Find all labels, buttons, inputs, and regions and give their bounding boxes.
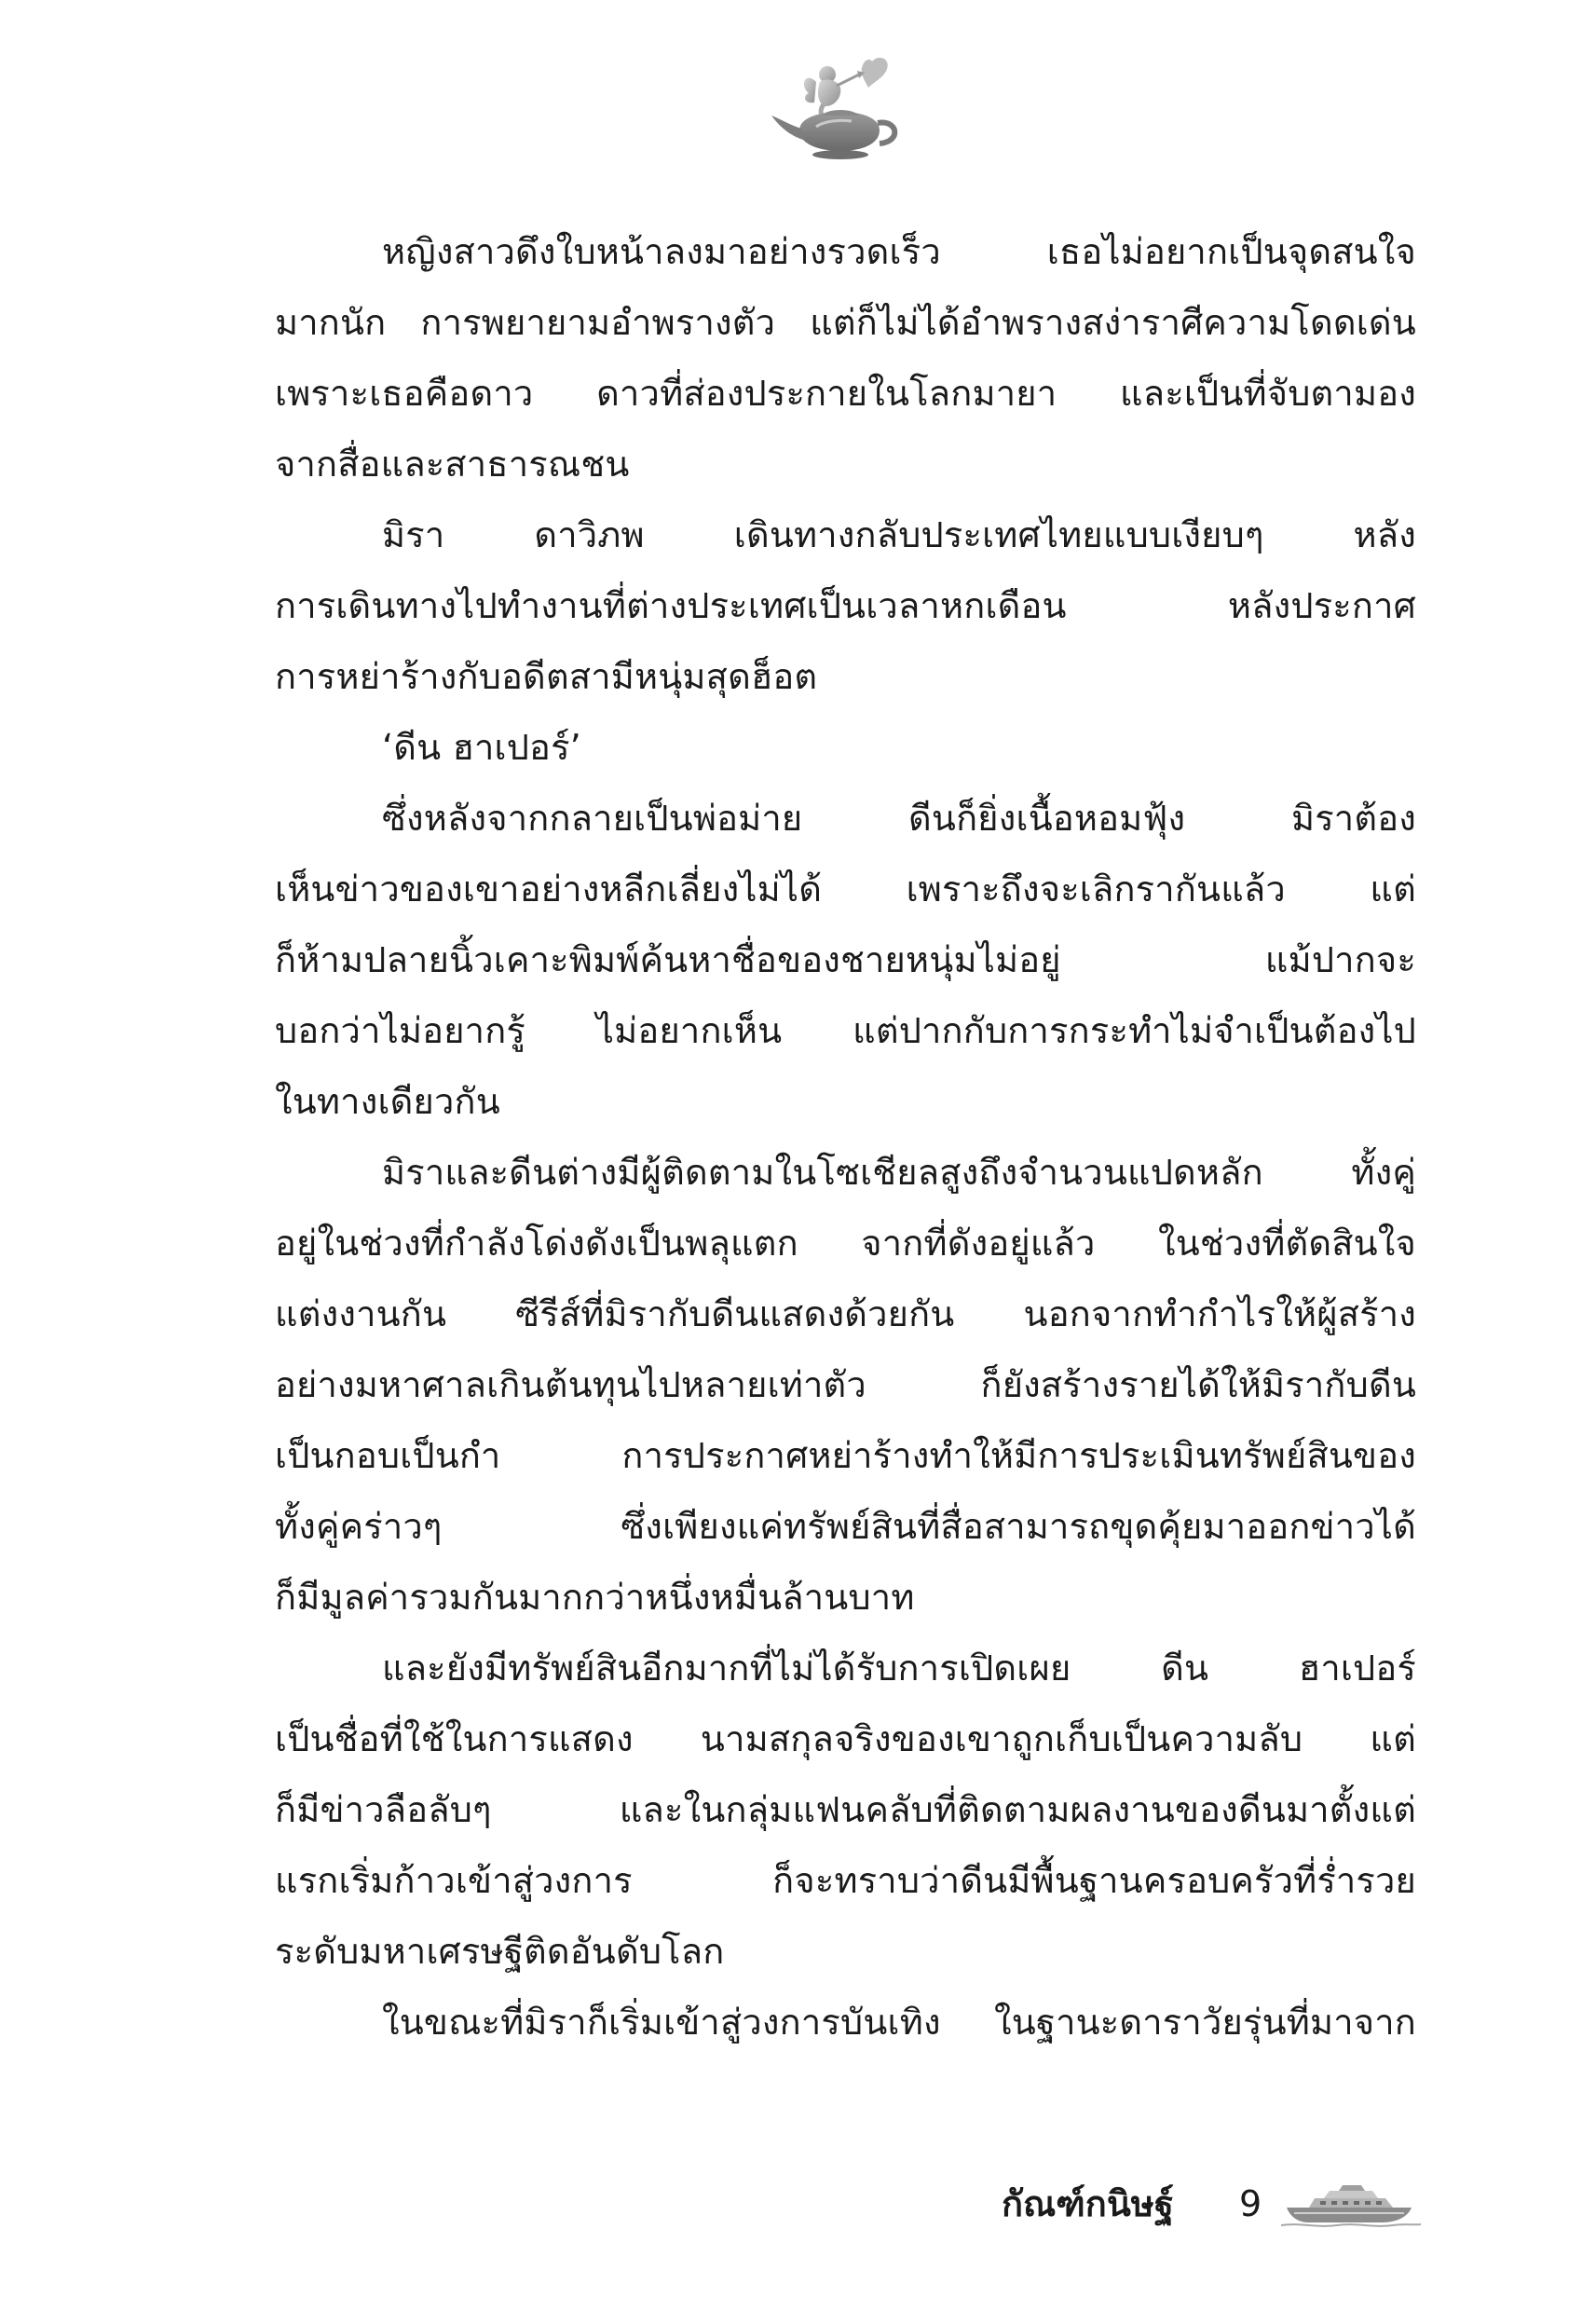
text-line: มิราและดีนต่างมีผู้ติดตามในโซเชียลสูงถึงจำนวนแปดหลัก ทั้งคู่ — [382, 1152, 1416, 1193]
text-line: ซึ่งหลังจากกลายเป็นพ่อม่าย ดีนก็ยิ่งเนื้อหอมฟุ้ง มิราต้อง — [382, 798, 1416, 839]
text-line: แต่งงานกัน ซีรีส์ที่มิรากับดีนแสดงด้วยกัน นอกจากทำกำไรให้ผู้สร้าง — [275, 1293, 1416, 1334]
text-line: เห็นข่าวของเขาอย่างหลีกเลี่ยงไม่ได้ เพราะถึงจะเลิกรากันแล้ว แต่ — [275, 868, 1416, 909]
text-line: มิรา ดาวิภพ เดินทางกลับประเทศไทยแบบเงียบๆ หลัง — [382, 514, 1416, 555]
text-line: หญิงสาวดึงใบหน้าลงมาอย่างรวดเร็ว เธอไม่อยากเป็นจุดสนใจ — [382, 231, 1416, 272]
page-number: 9 — [1239, 2183, 1262, 2224]
text-line: ก็มีมูลค่ารวมกันมากกว่าหนึ่งหมื่นล้านบาท — [275, 1577, 915, 1618]
text-line: จากสื่อและสาธารณชน — [275, 444, 630, 485]
text-line: เพราะเธอคือดาว ดาวที่ส่องประกายในโลกมายา และเป็นที่จับตามอง — [275, 373, 1416, 414]
text-line: เป็นชื่อที่ใช้ในการแสดง นามสกุลจริงของเขาถูกเก็บเป็นความลับ แต่ — [275, 1718, 1416, 1759]
text-line: บอกว่าไม่อยากรู้ ไม่อยากเห็น แต่ปากกับการกระทำไม่จำเป็นต้องไป — [275, 1010, 1416, 1051]
text-line: ทั้งคู่คร่าวๆ ซึ่งเพียงแค่ทรัพย์สินที่สื่อสามารถขุดคุ้ยมาออกข่าวได้ — [275, 1506, 1416, 1547]
text-line: เป็นกอบเป็นกำ การประกาศหย่าร้างทำให้มีการประเมินทรัพย์สินของ — [275, 1435, 1416, 1476]
text-line: การเดินทางไปทำงานที่ต่างประเทศเป็นเวลาหกเดือน หลังประกาศ — [275, 585, 1416, 626]
page-footer — [1002, 2176, 1430, 2232]
text-line: ในทางเดียวกัน — [275, 1081, 500, 1122]
text-line: อย่างมหาศาลเกินต้นทุนไปหลายเท่าตัว ก็ยังสร้างรายได้ให้มิรากับดีน — [275, 1364, 1416, 1405]
text-line: ในขณะที่มิราก็เริ่มเข้าสู่วงการบันเทิง ในฐานะดาราวัยรุ่นที่มาจาก — [382, 2002, 1416, 2043]
text-line: ก็มีข่าวลือลับๆ และในกลุ่มแฟนคลับที่ติดตามผลงานของดีนมาตั้งแต่ — [275, 1789, 1416, 1830]
text-line: อยู่ในช่วงที่กำลังโด่งดังเป็นพลุแตก จากที่ดังอยู่แล้ว ในช่วงที่ตัดสินใจ — [275, 1223, 1416, 1264]
text-line: มากนัก การพยายามอำพรางตัว แต่ก็ไม่ได้อำพรางสง่าราศีความโดดเด่น — [275, 302, 1416, 343]
cupid-teapot-emblem-icon — [762, 54, 911, 166]
text-line: แรกเริ่มก้าวเข้าสู่วงการ ก็จะทราบว่าดีนมีพื้นฐานครอบครัวที่ร่ำรวย — [275, 1860, 1416, 1901]
text-line: การหย่าร้างกับอดีตสามีหนุ่มสุดฮ็อต — [275, 656, 818, 697]
ship-icon — [1281, 2180, 1421, 2228]
book-title: กัณฑ์กนิษฐ์ — [1002, 2183, 1174, 2224]
text-line: และยังมีทรัพย์สินอีกมากที่ไม่ได้รับการเปิดเผย ดีน ฮาเปอร์ — [382, 1648, 1416, 1689]
story-body-text — [275, 216, 1416, 2058]
text-line: ก็ห้ามปลายนิ้วเคาะพิมพ์ค้นหาชื่อของชายหนุ่มไม่อยู่ แม้ปากจะ — [275, 939, 1416, 980]
text-line: ระดับมหาเศรษฐีติดอันดับโลก — [275, 1931, 725, 1972]
text-line: ‘ดีน ฮาเปอร์’ — [382, 727, 581, 768]
